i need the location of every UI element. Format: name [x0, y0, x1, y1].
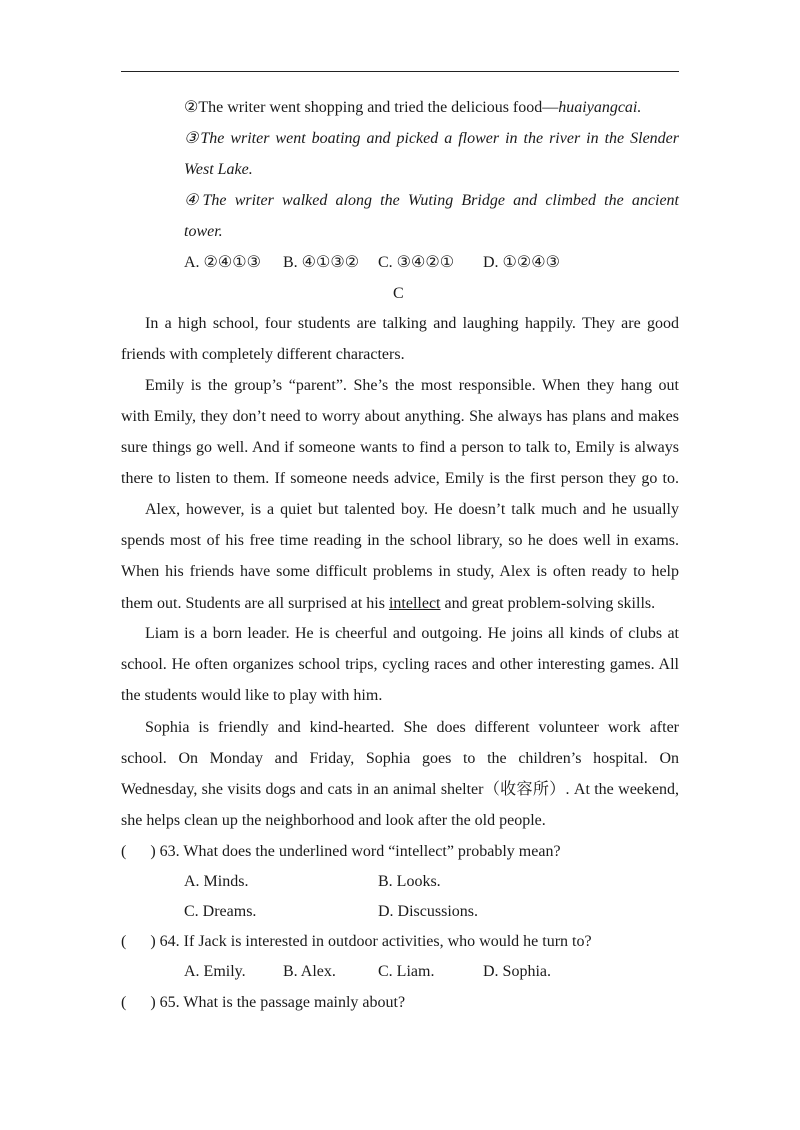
question-63: ( ) 63. What does the underlined word “intellect” probably mean?	[121, 843, 561, 860]
choice-d: D. ①②④③	[483, 254, 560, 271]
header-rule	[121, 71, 679, 72]
passage-p3-line3: When his friends have some difficult problems in study, Alex is often ready to help	[121, 563, 679, 580]
passage-p5-line1: Sophia is friendly and kind-hearted. She does different volunteer work after	[145, 719, 679, 736]
passage-p2-line2: with Emily, they don’t need to worry about anything. She always has plans and makes	[121, 408, 679, 425]
q64-option-a: A. Emily.	[184, 963, 246, 980]
q63-option-d: D. Discussions.	[378, 903, 479, 920]
option-3-line1: ③The writer went boating and picked a flower in the river in the Slender	[184, 130, 679, 147]
p3-line4-pre: them out. Students are all surprised at his	[121, 595, 389, 612]
passage-p5-line2: school. On Monday and Friday, Sophia goes to the children’s hospital. On	[121, 750, 679, 767]
passage-p5-line4: she helps clean up the neighborhood and look after the old people.	[121, 812, 546, 829]
q63-option-a: A. Minds.	[184, 873, 249, 890]
q64-option-d: D. Sophia.	[483, 963, 551, 980]
question-65: ( ) 65. What is the passage mainly about?	[121, 994, 406, 1011]
p3-line4-post: and great problem-solving skills.	[440, 595, 656, 612]
option-2-text: ②The writer went shopping and tried the delicious food—	[184, 99, 559, 116]
choice-a: A. ②④①③	[184, 254, 261, 271]
passage-p4-line1: Liam is a born leader. He is cheerful and outgoing. He joins all kinds of clubs at	[145, 625, 679, 642]
passage-p2-line1: Emily is the group’s “parent”. She’s the most responsible. When they hang out	[145, 377, 679, 394]
option-2	[184, 98, 641, 118]
passage-p1-line1: In a high school, four students are talking and laughing happily. They are good	[145, 315, 679, 332]
q63-option-c: C. Dreams.	[184, 903, 257, 920]
passage-p1-line2: friends with completely different characters.	[121, 346, 405, 363]
choice-b: B. ④①③②	[283, 254, 360, 271]
q63-option-b: B. Looks.	[378, 873, 441, 890]
choice-c: C. ③④②①	[378, 254, 455, 271]
option-4-line2: tower.	[184, 223, 223, 240]
option-4-line1: ④The writer walked along the Wuting Bridge and climbed the ancient	[184, 192, 679, 209]
passage-p5-line3: Wednesday, she visits dogs and cats in an animal shelter（收容所）. At the weekend,	[121, 781, 679, 798]
passage-p2-line3: sure things go well. And if someone wants to find a person to talk to, Emily is always	[121, 439, 679, 456]
question-64: ( ) 64. If Jack is interested in outdoor activities, who would he turn to?	[121, 933, 592, 950]
passage-p3-line1: Alex, however, is a quiet but talented boy. He doesn’t talk much and he usually	[145, 501, 679, 518]
option-3-line2: West Lake.	[184, 161, 253, 178]
passage-p3-line4	[121, 594, 655, 614]
passage-p2-line4: there to listen to them. If someone needs advice, Emily is the first person they go to.	[121, 470, 679, 487]
q64-option-b: B. Alex.	[283, 963, 336, 980]
option-2-food: huaiyangcai.	[558, 99, 642, 116]
passage-p3-line2: spends most of his free time reading in the school library, so he does well in exams.	[121, 532, 679, 549]
passage-p4-line2: school. He often organizes school trips, cycling races and other interesting games. All	[121, 656, 679, 673]
passage-p4-line3: the students would like to play with him.	[121, 687, 383, 704]
section-letter: C	[393, 285, 404, 302]
underlined-word-intellect: intellect	[388, 595, 441, 612]
q64-option-c: C. Liam.	[378, 963, 435, 980]
